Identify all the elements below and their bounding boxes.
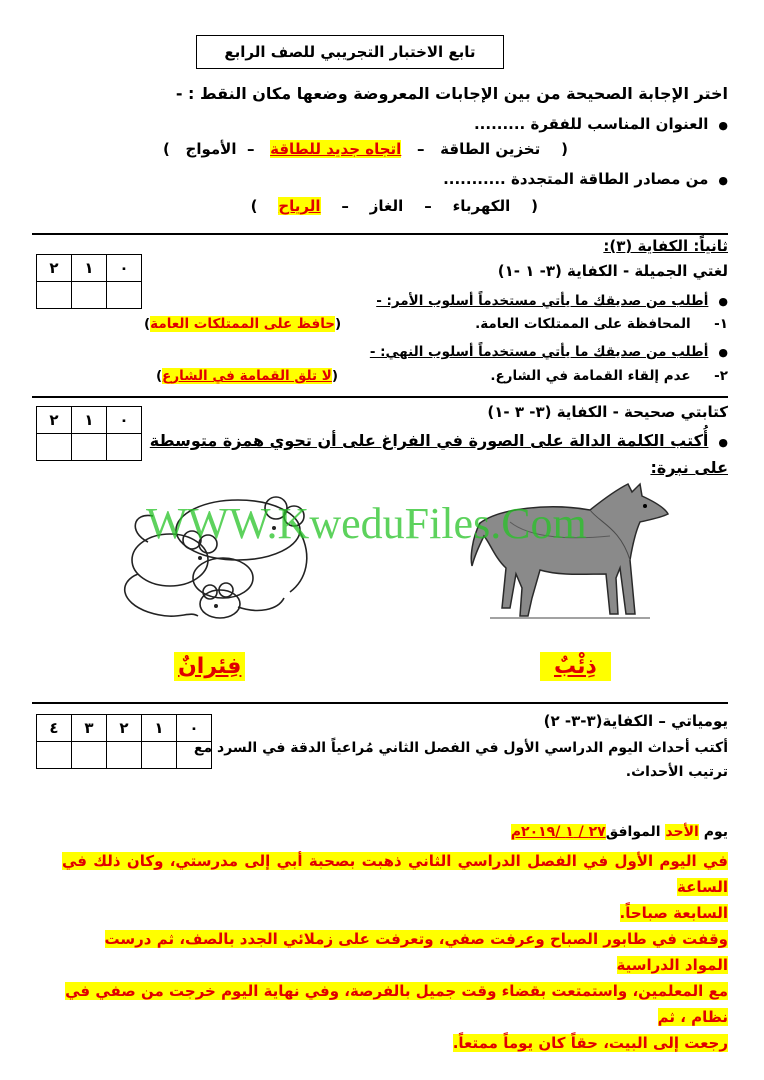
score-cell: ١ bbox=[72, 407, 107, 434]
divider bbox=[32, 233, 728, 235]
section2-subheading: لغتي الجميلة - الكفاية (٣- ١ -١) bbox=[497, 262, 728, 280]
prohibition-instruction-text: أطلب من صديقك ما يأتي مستخدماً أسلوب النهي: - bbox=[369, 344, 709, 360]
question-2 bbox=[443, 170, 728, 188]
option-text: الأمواج bbox=[185, 140, 237, 158]
item-text: عدم إلقاء القمامة في الشارع. bbox=[490, 368, 691, 384]
score-cell: ٢ bbox=[107, 715, 142, 742]
score-table bbox=[36, 714, 212, 769]
paren: ) bbox=[156, 368, 163, 384]
separator: – bbox=[417, 140, 425, 158]
score-cell[interactable] bbox=[37, 742, 72, 769]
paren: ) bbox=[144, 316, 151, 332]
diary-text: رجعت إلى البيت، حقاً كان يوماً ممتعاً. bbox=[452, 1034, 728, 1052]
section2-heading: ثانياً: الكفاية (٣): bbox=[603, 237, 728, 255]
paren: ( bbox=[561, 140, 568, 158]
instruction-text: أُكتب الكلمة الدالة على الصورة في الفراغ على أن تحوي همزة متوسطة bbox=[149, 431, 709, 450]
diary-day: الأحد bbox=[665, 824, 699, 840]
question-2-options bbox=[251, 197, 538, 215]
score-cell[interactable] bbox=[72, 742, 107, 769]
score-cell[interactable] bbox=[107, 434, 142, 461]
answer-1 bbox=[144, 316, 341, 332]
answer-word-wolf: ذِئْبٌ bbox=[540, 652, 611, 681]
watermark: WWW.KweduFiles.Com bbox=[146, 499, 587, 548]
divider bbox=[32, 396, 728, 398]
diary-text: السابعة صباحاً. bbox=[619, 904, 728, 922]
diary-text: مع المعلمين، واستمتعت بقضاء وقت جميل بالفرصة، وفي نهاية اليوم خرجت من صفي في نظام ، ثم bbox=[65, 982, 728, 1026]
separator: – bbox=[341, 197, 349, 215]
question-1-text: العنوان المناسب للفقرة ......... bbox=[473, 115, 709, 133]
command-instruction-text: أطلب من صديقك ما يأتي مستخدماً أسلوب الأمر: - bbox=[376, 293, 709, 309]
score-cell: ٠ bbox=[177, 715, 212, 742]
paren: ( bbox=[331, 368, 339, 384]
answer-word-mice: فِئرانٌ bbox=[174, 652, 245, 681]
paren: ) bbox=[162, 140, 170, 158]
score-cell: ٢ bbox=[37, 255, 72, 282]
section3-instruction bbox=[150, 431, 728, 450]
section4-heading: يومياتي – الكفاية(٣-٣- ٢) bbox=[543, 712, 728, 730]
score-cell: ٠ bbox=[107, 255, 142, 282]
separator: – bbox=[246, 140, 255, 158]
item-1 bbox=[475, 316, 728, 332]
score-cell[interactable] bbox=[37, 282, 72, 309]
paren: ( bbox=[531, 197, 538, 215]
section3-instruction-line2: على نبرة: bbox=[650, 458, 728, 477]
paren: ( bbox=[335, 316, 342, 332]
score-cell[interactable] bbox=[142, 742, 177, 769]
prohibition-instruction bbox=[370, 344, 728, 360]
item-2 bbox=[490, 368, 728, 384]
diary-paragraph-1 bbox=[62, 822, 728, 1056]
correct-answer: الرياح bbox=[278, 197, 321, 215]
score-table bbox=[36, 406, 142, 461]
score-cell[interactable] bbox=[72, 434, 107, 461]
command-instruction bbox=[376, 293, 728, 309]
score-cell: ٣ bbox=[72, 715, 107, 742]
answer-2 bbox=[156, 368, 338, 384]
score-cell: ١ bbox=[142, 715, 177, 742]
score-cell[interactable] bbox=[107, 742, 142, 769]
score-table bbox=[36, 254, 142, 309]
item-number: ٢- bbox=[714, 368, 728, 384]
answer-text: حافظ على الممتلكات العامة bbox=[150, 316, 335, 332]
question-1 bbox=[474, 115, 728, 133]
section1-instruction: اختر الإجابة الصحيحة من بين الإجابات المعروضة وضعها مكان النقط : - bbox=[175, 84, 728, 103]
score-cell: ٢ bbox=[37, 407, 72, 434]
score-cell[interactable] bbox=[72, 282, 107, 309]
divider bbox=[32, 702, 728, 704]
correct-answer: اتجاه جديد للطاقة bbox=[270, 140, 402, 158]
answer-text: لا تلق القمامة في الشارع bbox=[162, 368, 332, 384]
diary-text: وقفت في طابور الصباح وعرفت صفي، وتعرفت على زملائي الجدد بالصف، ثم درست المواد الدراسية bbox=[104, 930, 728, 974]
date-prefix: يوم bbox=[703, 824, 728, 840]
paren: ) bbox=[250, 197, 258, 215]
option-text: تخزين الطاقة bbox=[440, 140, 541, 158]
score-cell: ٤ bbox=[37, 715, 72, 742]
score-cell[interactable] bbox=[107, 282, 142, 309]
section3-heading: كتابتي صحيحة - الكفاية (٣- ٣ -١) bbox=[487, 403, 728, 421]
separator: – bbox=[424, 197, 432, 215]
question-2-text: من مصادر الطاقة المتجددة ........... bbox=[443, 170, 709, 188]
diary-text: في اليوم الأول في الفصل الدراسي الثاني ذهبت بصحبة أبي إلى مدرستي، وكان ذلك في الساعة bbox=[62, 852, 728, 896]
item-text: المحافظة على الممتلكات العامة. bbox=[475, 316, 691, 332]
question-1-options bbox=[163, 140, 568, 158]
date-mid: الموافق bbox=[605, 824, 661, 840]
option-text: الكهرباء bbox=[452, 197, 511, 215]
score-cell: ١ bbox=[72, 255, 107, 282]
section4-instruction: أكتب أحداث اليوم الدراسي الأول في الفصل الثاني مُراعياً الدقة في السرد مع bbox=[193, 740, 728, 756]
item-number: ١- bbox=[714, 316, 728, 332]
section4-instruction-line2: ترتيب الأحداث. bbox=[625, 764, 728, 780]
option-text: الغاز bbox=[369, 197, 404, 215]
score-cell: ٠ bbox=[107, 407, 142, 434]
page-title: تابع الاختبار التجريبي للصف الرابع bbox=[196, 35, 504, 69]
diary-date-value: ٢٧ / ١ /٢٠١٩م bbox=[510, 824, 606, 840]
score-cell[interactable] bbox=[37, 434, 72, 461]
